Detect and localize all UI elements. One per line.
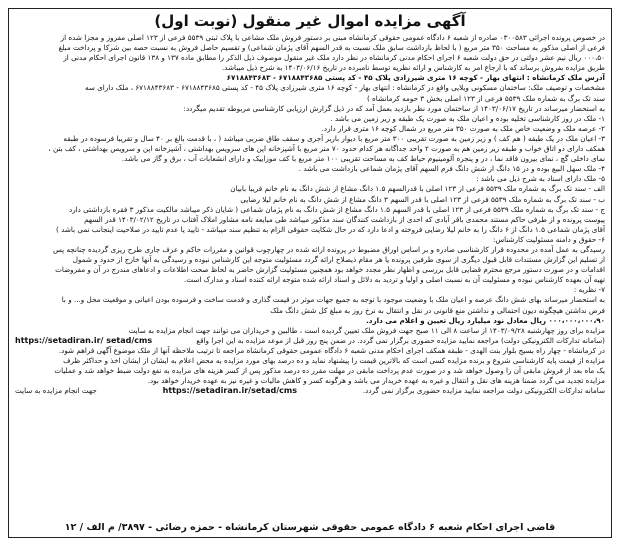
notice-line: در خصوص پرونده اجرائی ۰۳۰۰۵۸۳ صادره از شعبه ۶ دادگاه عمومی حقوقی کرمانشاه مبنی بر دستور فروش ملک مشاعی با پلاک ثبتی ۵۵۳۹ فرعی از ۱۲۳ اصلی مفروز و مجزا شده از bbox=[60, 33, 605, 42]
notice-line: مزایده از قیمت پایه کارشناسی شروع و برنده مزایده کسی است که بالاترین قیمت را پیشنهاد نماید و ده درصد بهای مورد مزایده به محض اعلام به ایشان از ایشان اخذ و حداکثر ظرف bbox=[63, 356, 605, 365]
notice-line: پیوست پرونده و از طرفی حاکم مستند محمدی باقر آبادی که احدی از بازداشت کنندگان سند مذکور میباشد طی مبایعه نامه مشاور املاک آفتاب در تاریخ ۱۴۰۳/۰۲/۱۲ قدر السهم bbox=[84, 214, 605, 224]
notice-line: (سامانه تدارکات الکترونیکی دولت) مراجعه نمایید مزایده حضوری برگزار نمی گردد. در ضمن پنج روز قبل از موعد مزایده به این اجرا واقع bbox=[196, 335, 605, 345]
setad-link[interactable]: https://setadiran.ir/setad/cms bbox=[162, 386, 297, 396]
notice-line: جهت انجام مزایده به سایت bbox=[15, 386, 97, 396]
notice-body bbox=[15, 33, 605, 396]
notice-line: سند تک برگ به شماره ملک ۵۵۳۹ فرعی از ۱۲۳ اصلی بخش ۳ حومه کرمانشاه ) bbox=[366, 93, 605, 103]
deed-item: الف - سند تک برگ به شماره ملک ۵۵۳۹ فرعی از ۱۲۳ اصلی با قدرالسهم ۱.۵ دانگ مشاع از شش دانگ به نام خانم فریبا بابیان bbox=[230, 184, 605, 194]
notice-line: مزایده تجدید می گردد ضمنا هزینه های نقل و انتقال و غیره به عهده خریدار می باشد و هرگونه کسر و کاهش مالیات و غیره نیز به عهده خریدار خواهد بود. bbox=[147, 376, 605, 386]
notice-line: ۳- اعیان ملک در یک طبقه ( هم کف ) و زیر زمین به صورت تقریبی ۳۰۰ متر مربع با دیوار باربر آجری و سقف طاق ضربی میباشد ( ، با قدمت بالغ بر ۴۰ سال و تقریبا فرسوده در طبقه bbox=[63, 133, 605, 143]
url-row bbox=[15, 336, 605, 346]
property-address: آدرس ملک کرمانشاه : انتهای بهار - کوچه ۱۶ متری شیرزادی پلاک ۴۵ - کد پستی ۶۷۱۸۸۴۳۶۸۵ - ۶۷۱۸۸۴۳۶۸۳ bbox=[226, 73, 605, 83]
notice-line: طریق مزایده بفروش برساند که با ارجاع امر به کارشناس و ارائه نظریه توسط نامبرده در تاریخ ۱۴۰۳/۰۶/۱۶ به شرح ذیل میباشد. bbox=[221, 63, 605, 73]
notice-line: در کرمانشاه - چهار راه بسیج بلوار بنت الهدی - طبقه همکف اجرای احکام مدنی شعبه ۶ دادگاه عمومی حقوقی کرمانشاه مراجعه تا ترتیب ملاحظه آنها از ملک موضوع آگهی فراهم شود. bbox=[58, 345, 605, 355]
notice-line: نمای داخلی گچ ، نمای بیرون فاقد نما ، در و پنجره آلومینیوم حیاط کف به مساحت تقریبی ۱۰۰ متر مربع با کف موزاییک و دارای انشعابات آب ، برق و گاز می باشد. bbox=[121, 154, 605, 164]
notice-line: مزایده برای روز چهارشنبه ۱۴۰۳/۰۹/۲۸ از ساعت ۸ الی ۱۱ صبح جهت فروش ملک تعیین گردیده است ، طالبین و خریداران می توانند جهت انجام مزایده به سایت bbox=[128, 325, 605, 335]
notice-line: به استحضار میرساند بهای شش دانگ عرصه و اعیان ملک با وضعیت موجود با توجه به جمیع جهات موثر در قیمت گذاری و قدمت ساخت و فرسوده بودن اعیانی و موقعیت محل و... و با bbox=[61, 295, 605, 305]
auction-notice bbox=[8, 8, 612, 538]
notice-line: ۰۰۰،۵۰ ریال نیم عشر دولتی در حق دولت شعبه ۶ اجرای احکام مدنی کرمانشاه در نظر دارد ملک غیر منقول موصوف ذیل الذکر را مطابق ماده ۱۳۷ و ۱۳۸ قانون اجرای احکام مدنی از bbox=[63, 53, 605, 63]
deed-item: ب - سند تک برگ به شماره ملک ۵۵۳۹ فرعی از ۱۲۳ اصلی با قدر السهم ۳ دانگ مشاع از شش دانگ به نام خانم لیلا رضایی bbox=[240, 194, 605, 204]
signature-line: قاضی اجرای احکام شعبه ۶ دادگاه عمومی حقوقی شهرستان کرمانشاه - حمزه رضائی - ۳۸۹۷/ م الف / ۱۲ bbox=[64, 522, 556, 533]
notice-line: فرعی از اصلی مذکور به مساحت ۳۵۰ متر مربع ( با لحاظ بازداشت سابق ملک نسبت به قدر السهم آقای پژمان شماعی) و تقسیم حاصل فروش به نسبت حصه بین شرکا و پرداخت مبلغ bbox=[58, 43, 605, 53]
notice-line: ۷- نظریه : bbox=[573, 285, 605, 295]
notice-line: ۴- ملک سهل البیع بوده و در ۱۵ دانگ از شش دانگ فرم السهم آقای پژمان شماعی بازداشت می باشد . bbox=[298, 164, 605, 174]
notice-line: آقای پژمان شماعی ۱.۵ دانگ از ۶ دانگ را به خانم لیلا رضایی فروخته و ادعا دارد که در حال شکایت حقوقی الزام به تنظیم سند میباشد - تایید یا عدم تایید در صلاحیت اینجانب نمی باشد ) bbox=[56, 224, 605, 234]
notice-line: از تسلیم این گزارش مستندات قابل قبول دیگری از سوی طرفین پرونده یا هر مقام ذیصلاح ارائه گردد مسئولیت متوجه این کارشناس نبوده و رسیدگی به آنها خارج از حدود و شمول bbox=[72, 255, 605, 265]
notice-line: ۵- ملک دارای اسناد به شرح ذیل می باشد : bbox=[476, 174, 605, 184]
notice-line: ۶- حقوق و دامنه مسئولیت کارشناس: bbox=[492, 234, 605, 244]
notice-line: فرض نداشتن هیچگونه دیون احتمالی و نداشتن منع قانونی در نقل و انتقال به نرخ روز به مبلغ کل شش دانگ ملک bbox=[270, 305, 605, 315]
url-row bbox=[15, 386, 605, 396]
notice-line: سامانه تدارکات الکترونیکی دولت مراجعه نمایید مزایده حضوری برگزار نمی گردد. bbox=[362, 386, 605, 396]
notice-line: اقدامات و در صورت دستور مرجع محترم قضایی قابل بررسی و اظهار نظر مجدد خواهد بود همچنین مسئولیت گزارش حاضر به لحاظ صحت اطلاعات و ادعاهای مندرج در آن و مفروضات bbox=[55, 265, 605, 275]
appraised-value: ۰۰۰،۰۰۰،۰۰۰،۹۰ ریال معادل نود میلیارد ریال تعیین و اعلام می دارد. bbox=[366, 315, 605, 325]
notice-line: همکف دارای دو اتاق خواب و طبقه زیر زمین هم به صورت ۲ واحد جداگانه هر کدام حدود ۷۰ متر مربع با آشپزخانه اپن های سرویس بهداشتی ، آشپزخانه اپن و سرویس بهداشتی ، کف بتن ، bbox=[48, 144, 605, 154]
setad-link[interactable]: https://setadiran.ir/ setad/cms bbox=[15, 335, 153, 345]
notice-line: مشخصات و توصیف ملک: ساختمان مسکونی ویلایی واقع در کرمانشاه : انتهای بهار - کوچه ۱۶ متری شیرزادی پلاک ۴۵ - کد پستی ۶۷۱۸۸۴۳۶۸۵ - ۶۷۱۸۸۴۳۶۸۳ ، ملک دارای سه bbox=[85, 83, 605, 93]
deed-item: ج - سند تک برگ به شماره ملک ۵۵۳۹ فرعی از ۱۲۳ اصلی با قدر السهم ۱.۵ دانگ مشاع از شش دانگ به نام پژمان شماعی ( شایان ذکر میباشد مالکیت مذکور ۳ فقره بازداشتی دارد bbox=[69, 204, 605, 214]
notice-line: رسیدگی به عمل آمده در محدوده قرار کارشناسی صادره و بر اساس اوراق مضبوط در پرونده ارائه شده در چهارچوب قوانین و مقررات حاکم و عرف جاری طرح ریزی گردیده چنانچه پس bbox=[53, 244, 605, 254]
notice-title: آگهی مزایده اموال غیر منقول (نوبت اول) bbox=[154, 12, 466, 30]
notice-line: ۱- ملک در روز کارشناسی تخلیه بوده و اعیان ملک به صورت یک طبقه و زیر زمین می باشد . bbox=[330, 113, 605, 123]
notice-line: ۲- عرصه ملک و وضعیت خاص ملک به صورت ۳۵۰ متر مربع در شمال کوچه ۱۶ متری قرار دارد. bbox=[321, 123, 605, 133]
notice-line: به استحضار میرساند در تاریخ ۱۴۰۳/۰۶/۱۷ از ساختمان مورد نظر بازدید بعمل آمد که در ذیل گزارش ارزیابی کارشناسی مربوطه تقدیم میگردد: bbox=[183, 103, 605, 113]
notice-line: یک ماه بعد از فروش مابقی آن را وصول خواهد شد و در صورت عدم پرداخت مابقی در مهلت مقرر ده درصد مذکور پس از کسر هزینه های مزایده به نفع دولت ضبط خواهد شد و عملیات bbox=[54, 366, 605, 376]
notice-line: تهیه آن بعهده کارشناس نبوده و مسئولیت آن به نسبت اصلی و اولیا و تردید به دلائل و اسناد ارائه شده متوجه ارائه کننده اسناد و مدارک است. bbox=[184, 275, 605, 285]
